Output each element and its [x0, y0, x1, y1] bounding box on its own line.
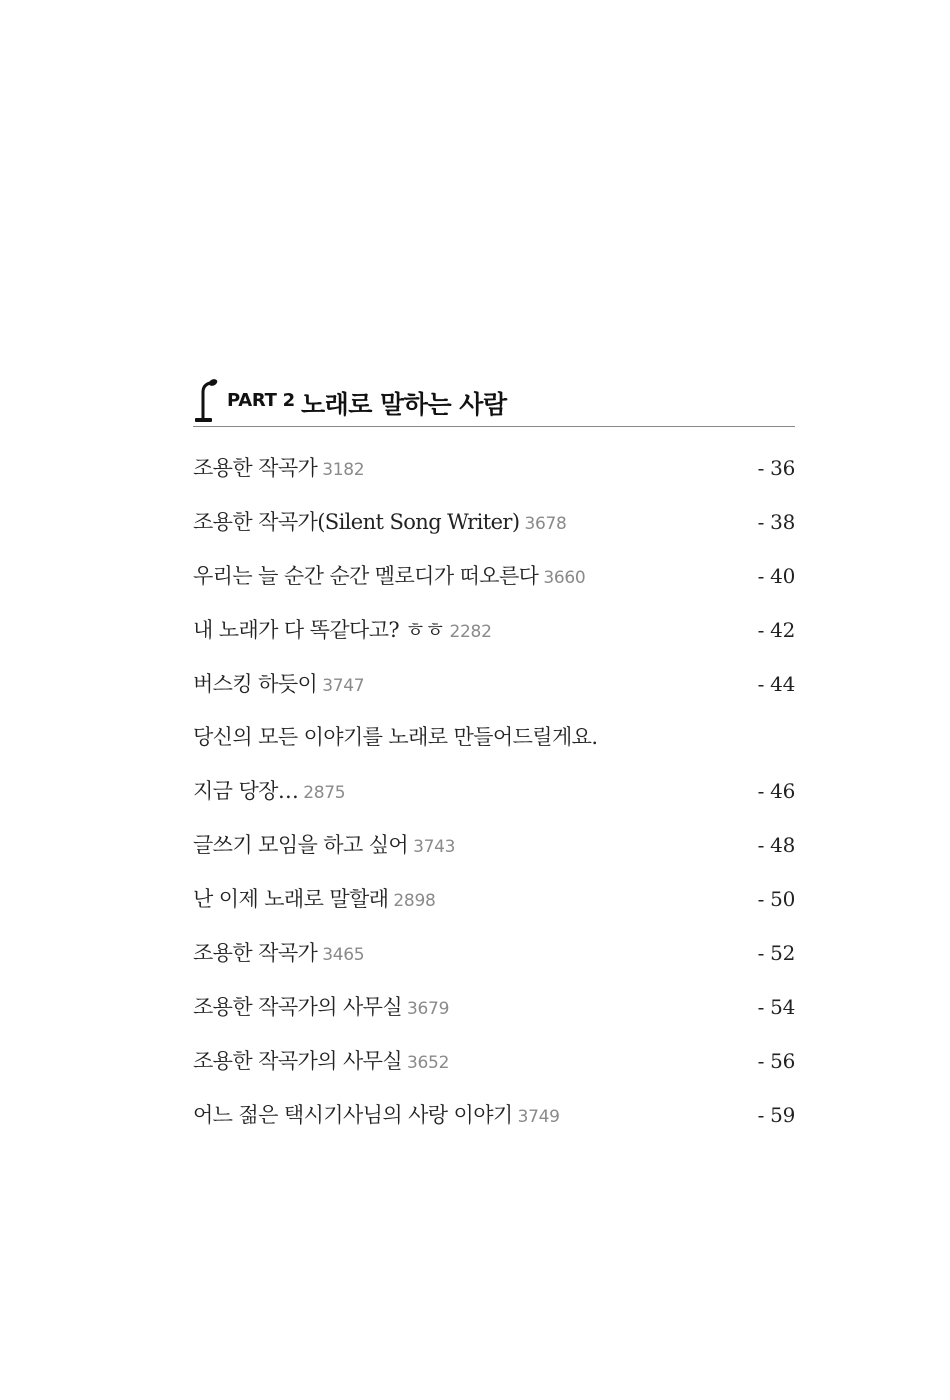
part-header [193, 376, 795, 427]
toc-entry[interactable] [193, 554, 795, 608]
toc-entry-page: - 46 [757, 779, 795, 804]
toc-entry[interactable] [193, 662, 795, 716]
toc-entry-title: 난 이제 노래로 말할래 [193, 887, 389, 912]
toc-entry-title: 당신의 모든 이야기를 노래로 만들어드릴게요. [193, 725, 598, 750]
toc-entry-page: - 48 [757, 833, 795, 858]
toc-entry[interactable] [193, 446, 795, 500]
toc-entry-page: - 42 [757, 617, 795, 642]
toc-entry-title: 우리는 늘 순간 순간 멜로디가 떠오른다 [193, 563, 539, 588]
part-label: PART 2 [227, 390, 295, 411]
toc-entry-page: - 36 [757, 456, 795, 480]
toc-entry-number: 3749 [517, 1106, 560, 1127]
toc-entry-number: 2282 [449, 621, 492, 642]
toc-entry-number: 3652 [407, 1052, 450, 1073]
toc-entry-page: - 44 [757, 671, 795, 696]
toc-entry-number: 3747 [322, 675, 365, 696]
toc-entry[interactable] [193, 1093, 795, 1147]
toc-entry[interactable] [193, 985, 795, 1039]
toc-entry[interactable] [193, 769, 795, 823]
toc-entry[interactable] [193, 931, 795, 985]
toc-entry-number: 3679 [407, 998, 450, 1019]
toc-entry-number: 3678 [524, 513, 567, 534]
toc-entry-page: - 59 [757, 1102, 795, 1127]
toc-entry-number: 3743 [413, 837, 456, 858]
toc-entry[interactable] [193, 823, 795, 877]
toc-entry-number: 2898 [393, 891, 436, 912]
toc-entry[interactable] [193, 500, 795, 554]
toc-entry-title: 조용한 작곡가 [193, 456, 318, 480]
toc-entry[interactable] [193, 1039, 795, 1093]
toc-entry[interactable] [193, 877, 795, 931]
toc-entry-title: 조용한 작곡가의 사무실 [193, 1048, 403, 1073]
toc-entry-title: 조용한 작곡가(Silent Song Writer) [193, 509, 520, 534]
toc-entry-number: 2875 [303, 783, 346, 804]
toc-entry-title: 지금 당장… [193, 779, 299, 804]
toc-entry-page: - 50 [757, 887, 795, 912]
toc-entry-page: - 38 [757, 509, 795, 534]
toc-entry-title: 조용한 작곡가 [193, 941, 318, 966]
microphone-stand-icon [193, 378, 219, 424]
toc-entry-page: - 52 [757, 941, 795, 966]
toc-entry-title: 내 노래가 다 똑같다고? ㅎㅎ [193, 617, 445, 642]
toc-entry-number: 3465 [322, 945, 365, 966]
toc-entry-title: 어느 젊은 택시기사님의 사랑 이야기 [193, 1102, 513, 1127]
toc-entry-number: 3182 [322, 460, 365, 480]
toc-entry-page: - 54 [757, 994, 795, 1019]
toc-entry-title: 글쓰기 모임을 하고 싶어 [193, 833, 409, 858]
toc-entry-title: 버스킹 하듯이 [193, 671, 318, 696]
toc-entry-title: 조용한 작곡가의 사무실 [193, 994, 403, 1019]
toc-entry-page: - 40 [757, 563, 795, 588]
toc-entry[interactable] [193, 715, 795, 769]
table-of-contents [193, 446, 795, 1147]
part-title: 노래로 말하는 사람 [301, 390, 507, 419]
toc-entry[interactable] [193, 608, 795, 662]
toc-entry-number: 3660 [543, 567, 586, 588]
toc-entry-page: - 56 [757, 1048, 795, 1073]
